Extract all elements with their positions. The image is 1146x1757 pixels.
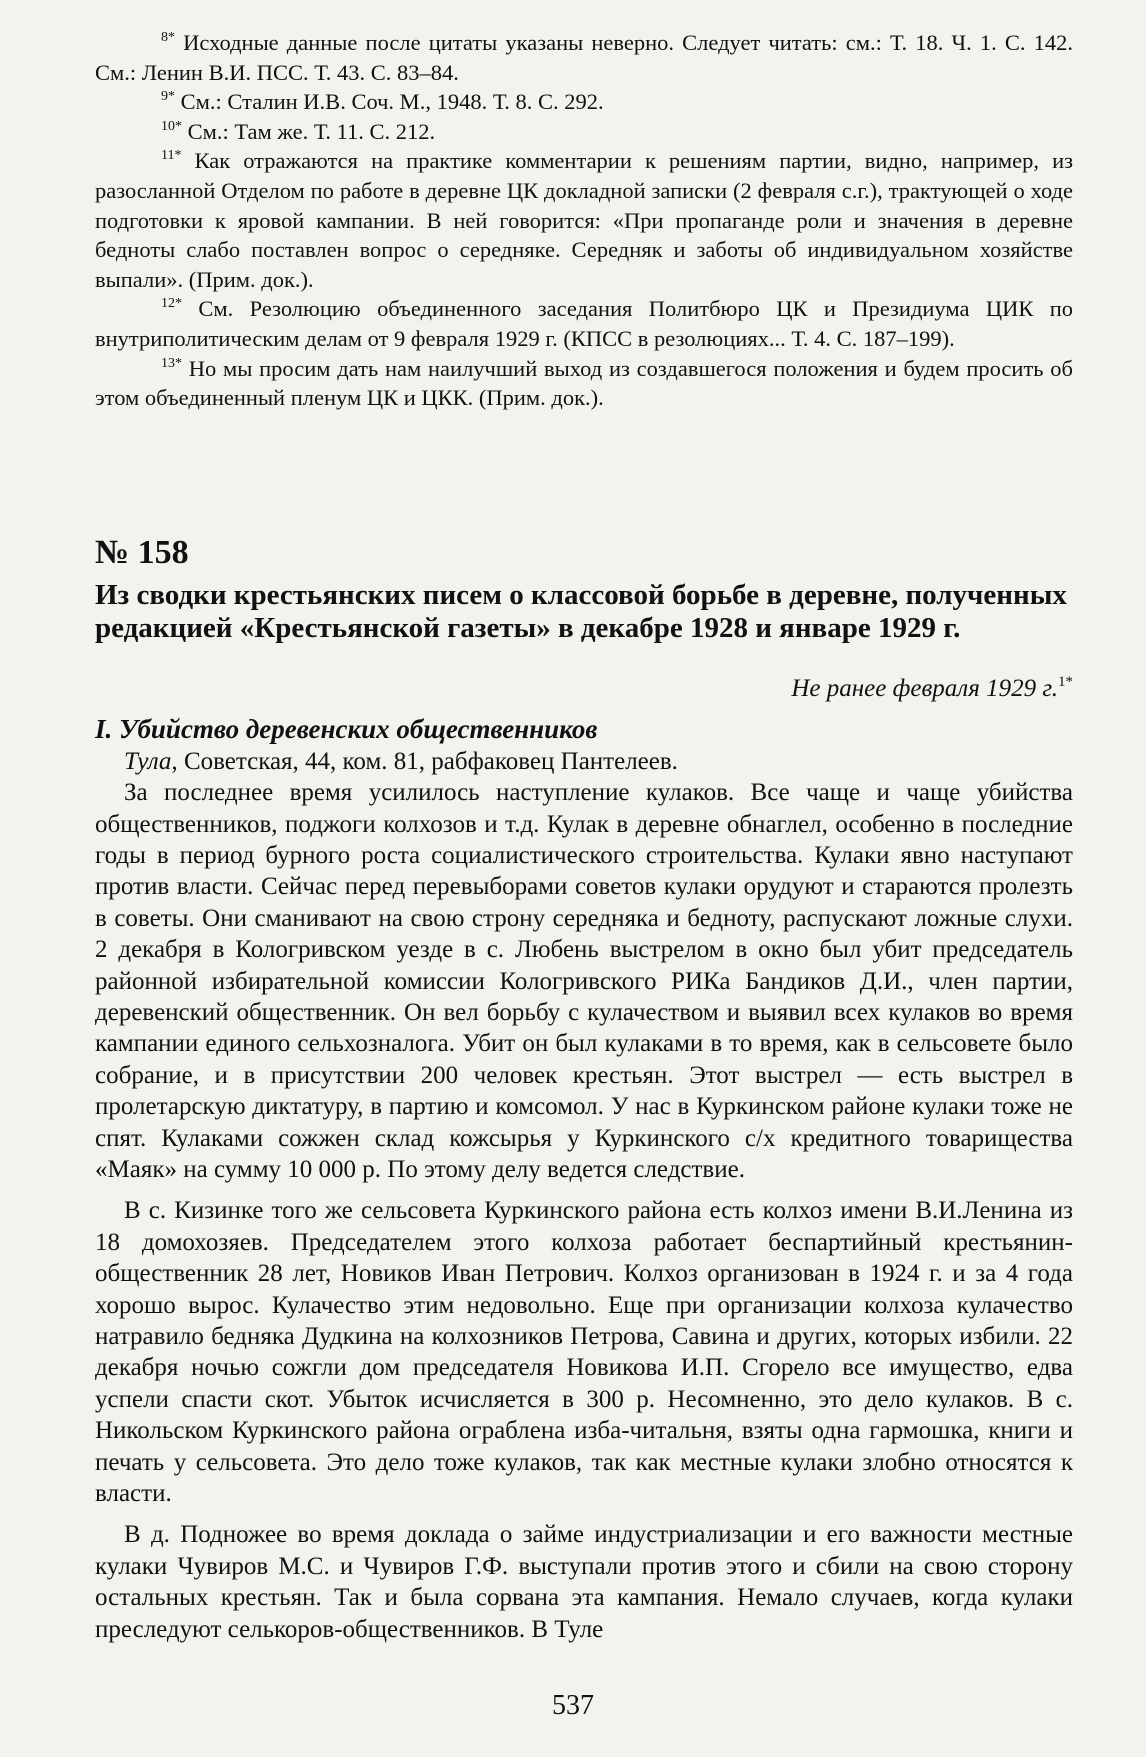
footnote (95, 146, 1073, 294)
document-title: Из сводки крестьянских писем о классовой борьбе в деревне, полученных редакцией «Крестьянской газеты» в декабре 1928 и январе 1929 г. (95, 578, 1067, 645)
paragraph: За последнее время усилилось наступление кулаков. Все чаще и чаще убийства общественников, поджоги колхозов и т.д. Кулак в деревне обнаглел, особенно в последние годы в период бурного роста социалистического строительства. Кулаки явно наступают против власти. Сейчас перед перевыборами советов кулаки орудуют и стараются пролезть в советы. Они сманивают на свою строну середняка и бедноту, распускают ложные слухи. 2 декабря в Кологривском уезде в с. Любень выстрелом в окно был убит председатель районной избирательной комиссии Кологривского РИКа Бандиков Д.И., член партии, деревенский общественник. Он вел борьбу с кулачеством и выявил всех кулаков во время кампании единого сельхозналога. Убит он был кулаками в то время, как в сельсовете было собрание, и в присутствии 200 человек крестьян. Этот выстрел — есть выстрел в пролетарскую диктатуру, в партию и комсомол. У нас в Куркинском районе кулаки тоже не спят. Кулаками сожжен склад кожсырья у Куркинского с/х кредитного товарищества «Маяк» на сумму 10 000 р. По этому делу ведется следствие. (95, 779, 1073, 1183)
footnote-text: Исходные данные после цитаты указаны неверно. Следует читать: см.: Т. 18. Ч. 1. С. 142. См.: Ленин В.И. ПСС. Т. 43. С. 83–84. (95, 30, 1074, 85)
footnote (95, 87, 1073, 117)
section-title: I. Убийство деревенских общественников (95, 713, 598, 744)
sender-line (95, 746, 1073, 777)
footnote-mark: 9* (161, 89, 175, 105)
document-body (95, 746, 1073, 1645)
footnote-mark: 10* (161, 118, 182, 134)
document-number: № 158 (95, 533, 189, 571)
paragraph: В д. Подножее во время доклада о займе индустриализации и его важности местные кулаки Чувиров М.С. и Чувиров Г.Ф. выступали против этого и сбили на свою сторону остальных крестьян. Так и была сорвана эта кампания. Немало случаев, когда кулаки преследуют селькоров-общественников. В Туле (95, 1521, 1073, 1643)
sender-place: Тула, (124, 747, 178, 775)
book-page (95, 28, 1073, 1645)
sender-address: Советская, 44, ком. 81, рабфаковец Пантелеев. (177, 747, 678, 775)
paragraph: В с. Кизинке того же сельсовета Куркинского района есть колхоз имени В.И.Ленина из 18 домохозяев. Председателем этого колхоза работает беспартийный крестьянин-общественник 28 лет, Новиков Иван Петрович. Колхоз организован в 1924 г. и за 4 года хорошо вырос. Кулачество этим недовольно. Еще при организации колхоза кулачество натравило бедняка Дудкина на колхозников Петрова, Савина и других, которых избили. 22 декабря ночью сожгли дом председателя Новикова И.П. Сгорело все имущество, едва успели спасти скот. Убыток исчисляется в 300 р. Несомненно, это дело кулаков. В с. Никольском Куркинского района ограблена изба-читальня, взяты одна гармошка, книги и печать у сельсовета. Это дело тоже кулаков, так как местные кулаки злобно относятся к власти. (95, 1197, 1073, 1508)
footnote-mark: 11* (161, 148, 182, 164)
footnote (95, 294, 1073, 353)
footnote-text: См.: Там же. Т. 11. С. 212. (187, 118, 436, 144)
footnotes (95, 28, 1073, 413)
footnote-text: См.: Сталин И.В. Соч. М., 1948. Т. 8. С. 292. (180, 89, 604, 115)
footnote-text: Но мы просим дать нам наилучший выход из создавшегося положения и будем просить об этом объединенный пленум ЦК и ЦКК. (Прим. док.). (95, 355, 1074, 411)
footnote-mark: 13* (161, 355, 182, 371)
footnote (95, 354, 1073, 413)
document-date (95, 674, 1073, 704)
page-number: 537 (552, 1690, 594, 1721)
footnote-mark: 8* (161, 30, 175, 45)
date-text: Не ранее февраля 1929 г. (791, 674, 1058, 702)
footnote-text: См. Резолюцию объединенного заседания Политбюро ЦК и Президиума ЦИК по внутриполитическим делам от 9 февраля 1929 г. (КПСС в резолюциях... Т. 4. С. 187–199). (95, 296, 1073, 351)
footnote-text: Как отражаются на практике комментарии к решениям партии, видно, например, из разосланной Отделом по работе в деревне ЦК докладной записки (2 февраля с.г.), трактующей о ходе подготовки к яровой кампании. В ней говорится: «При пропаганде роли и значения в деревне бедноты слабо поставлен вопрос о середняке. Середняк и заботы об индивидуальном хозяйстве выпали». (Прим. док.). (95, 148, 1074, 292)
footnote-mark: 12* (161, 296, 182, 312)
date-footnote-mark: 1* (1058, 673, 1073, 690)
footnote (95, 117, 1073, 147)
footnote (95, 28, 1073, 87)
